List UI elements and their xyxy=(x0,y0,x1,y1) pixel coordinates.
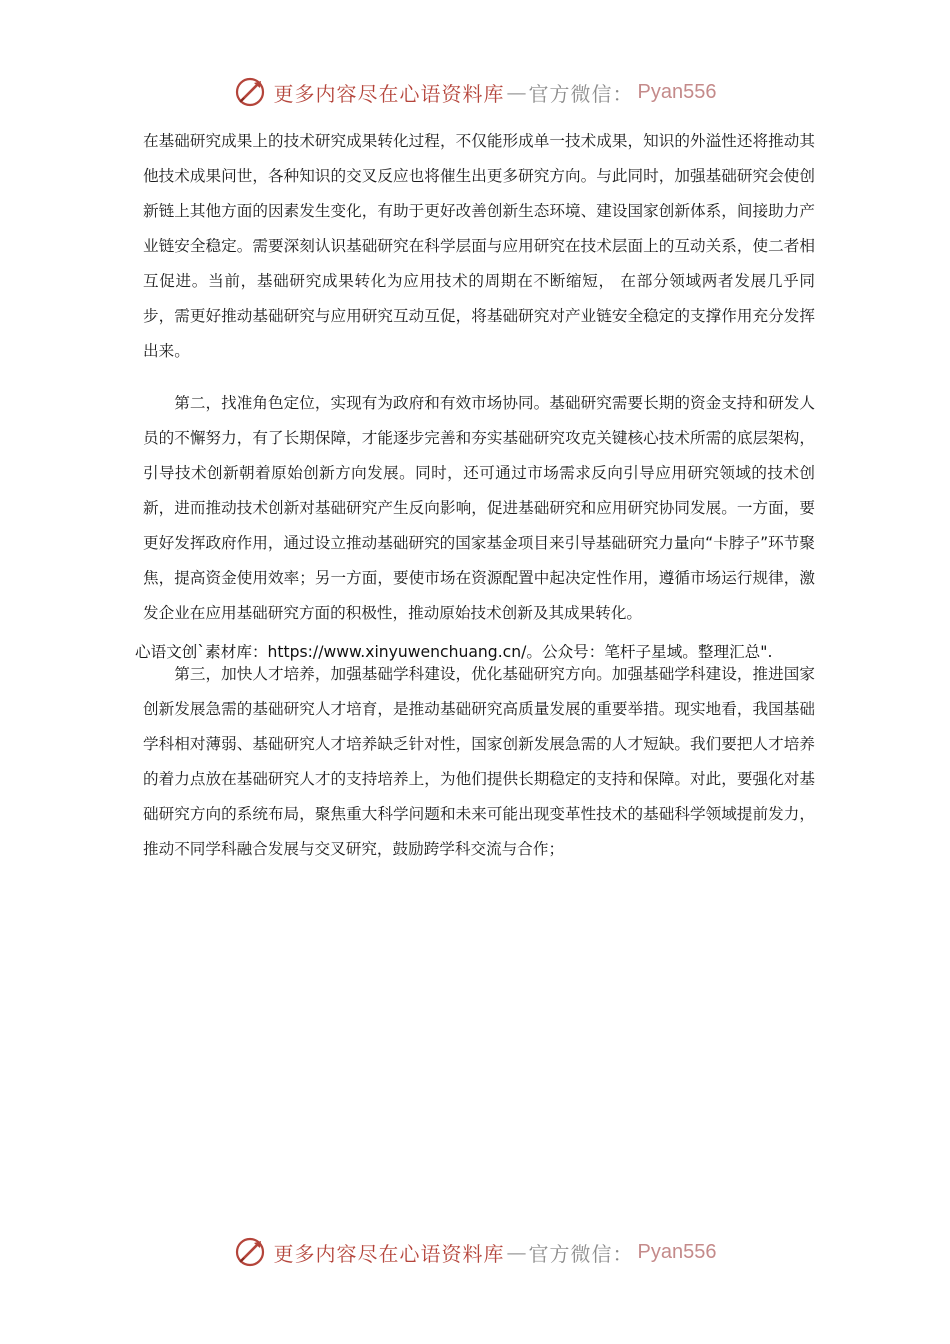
banner-separator: — xyxy=(506,80,527,104)
banner-wechat-id: Pyan556 xyxy=(637,80,717,103)
paragraph-1: 在基础研究成果上的技术研究成果转化过程，不仅能形成单一技术成果，知识的外溢性还将推动其他技术成果问世，各种知识的交叉反应也将催生出更多研究方向。与此同时，加强基础研究会使创新链上其他方面的因素发生变化，有助于更好改善创新生态环境、建设国家创新体系，间接助力产业链安全稳定。需要深刻认识基础研究在科学层面与应用研究在技术层面上的互动关系，使二者相互促进。当前，基础研究成果转化为应用技术的周期在不断缩短， 在部分领域两者发展几乎同步，需更好推动基础研究与应用研究互动互促，将基础研究对产业链安全稳定的支撑作用充分发挥出来。 xyxy=(143,132,815,360)
document-body-part-2 xyxy=(143,657,815,867)
promo-line: 心语文创`素材库：https://www.xinyuwenchuang.cn/。公众号：笔杆子星域。整理汇总". xyxy=(135,643,773,661)
paragraph-2: 第二，找准角色定位，实现有为政府和有效市场协同。基础研究需要长期的资金支持和研发人员的不懈努力，有了长期保障，才能逐步完善和夯实基础研究攻克关键核心技术所需的底层架构，引导技术创新朝着原始创新方向发展。同时，还可通过市场需求反向引导应用研究领域的技术创新，进而推动技术创新对基础研究产生反向影响，促进基础研究和应用研究协同发展。一方面，要更好发挥政府作用，通过设立推动基础研究的国家基金项目来引导基础研究力量向“卡脖子”环节聚焦，提高资金使用效率；另一方面，要使市场在资源配置中起决定性作用，遵循市场运行规律，激发企业在应用基础研究方面的积极性，推动原始技术创新及其成果转化。 xyxy=(143,394,815,622)
pen-logo-icon xyxy=(234,1235,268,1269)
banner-title: 更多内容尽在心语资料库 xyxy=(273,81,505,106)
footer-banner xyxy=(0,1232,950,1272)
banner-wechat-id: Pyan556 xyxy=(637,1240,717,1263)
banner-separator: — xyxy=(506,1240,527,1264)
banner-wechat-label: 官方微信： xyxy=(528,81,634,106)
banner-title: 更多内容尽在心语资料库 xyxy=(273,1241,505,1266)
pen-logo-icon xyxy=(234,75,268,109)
header-banner xyxy=(0,72,950,112)
document-body-part-1 xyxy=(143,124,815,631)
banner-wechat-label: 官方微信： xyxy=(528,1241,634,1266)
paragraph-3: 第三，加快人才培养，加强基础学科建设，优化基础研究方向。加强基础学科建设，推进国家创新发展急需的基础研究人才培育，是推动基础研究高质量发展的重要举措。现实地看，我国基础学科相对薄弱、基础研究人才培养缺乏针对性，国家创新发展急需的人才短缺。我们要把人才培养的着力点放在基础研究人才的支持培养上，为他们提供长期稳定的支持和保障。对此，要强化对基础研究方向的系统布局，聚焦重大科学问题和未来可能出现变革性技术的基础科学领域提前发力，推动不同学科融合发展与交叉研究，鼓励跨学科交流与合作； xyxy=(143,665,815,858)
